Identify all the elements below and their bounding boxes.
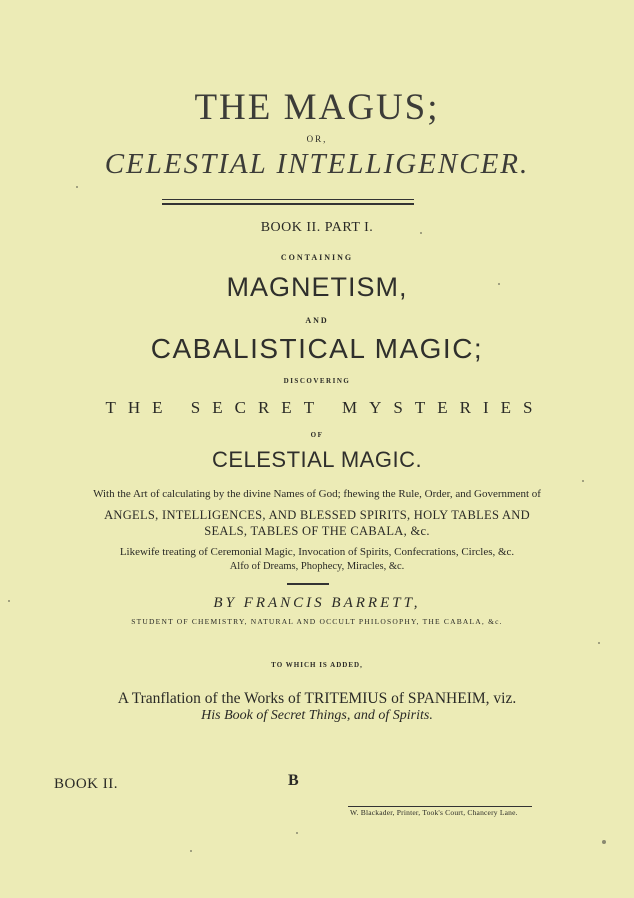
paper-speck <box>296 832 298 834</box>
paper-speck <box>602 840 606 844</box>
short-rule-divider <box>287 583 329 585</box>
author-credentials: STUDENT OF CHEMISTRY, NATURAL AND OCCULT PHILOSOPHY, THE CABALA, &c. <box>131 617 503 626</box>
printer-imprint: W. Blackader, Printer, Took's Court, Chancery Lane. <box>350 808 518 817</box>
signature-mark: B <box>288 772 299 789</box>
book-part-heading: BOOK II. PART I. <box>260 220 374 235</box>
paper-speck <box>76 186 78 188</box>
paper-speck <box>582 480 584 482</box>
added-heading: TO WHICH IS ADDED, <box>271 661 363 669</box>
paper-speck <box>8 600 10 602</box>
and-label: AND <box>305 316 329 325</box>
cabalistical-magic-heading: CABALISTICAL MAGIC; <box>150 333 484 364</box>
magnetism-heading: MAGNETISM, <box>226 272 408 302</box>
description-line-5: Alfo of Dreams, Phophecy, Miracles, &c. <box>229 561 405 572</box>
title-connector: OR, <box>306 134 328 144</box>
paper-speck <box>498 283 500 285</box>
description-line-2: ANGELS, INTELLIGENCES, AND BLESSED SPIRITS, HOLY TABLES AND <box>104 508 530 522</box>
of-label: OF <box>310 431 324 439</box>
description-line-3: SEALS, TABLES OF THE CABALA, &c. <box>204 524 430 538</box>
book-title: THE MAGUS; <box>194 87 440 128</box>
footer-book-number: BOOK II. <box>54 776 118 792</box>
double-rule-divider <box>162 199 414 205</box>
translation-line: A Tranflation of the Works of TRITEMIUS of SPANHEIM, viz. <box>117 690 517 707</box>
secret-mysteries-heading: THE SECRET MYSTERIES <box>105 398 545 417</box>
celestial-magic-heading: CELESTIAL MAGIC. <box>211 447 423 472</box>
description-line-4: Likewife treating of Ceremonial Magic, Invocation of Spirits, Confecrations, Circles, &c. <box>119 546 515 558</box>
book-subtitle: CELESTIAL INTELLIGENCER. <box>104 148 530 180</box>
discovering-label: DISCOVERING <box>283 377 351 385</box>
secret-things-line: His Book of Secret Things, and of Spirits. <box>201 708 433 723</box>
containing-label: CONTAINING <box>280 253 354 262</box>
printer-rule <box>348 806 532 807</box>
author-line: BY FRANCIS BARRETT, <box>213 595 421 611</box>
paper-speck <box>190 850 192 852</box>
description-line-1: With the Art of calculating by the divine Names of God; fhewing the Rule, Order, and Government of <box>93 488 541 500</box>
paper-speck <box>420 232 422 234</box>
paper-speck <box>598 642 600 644</box>
